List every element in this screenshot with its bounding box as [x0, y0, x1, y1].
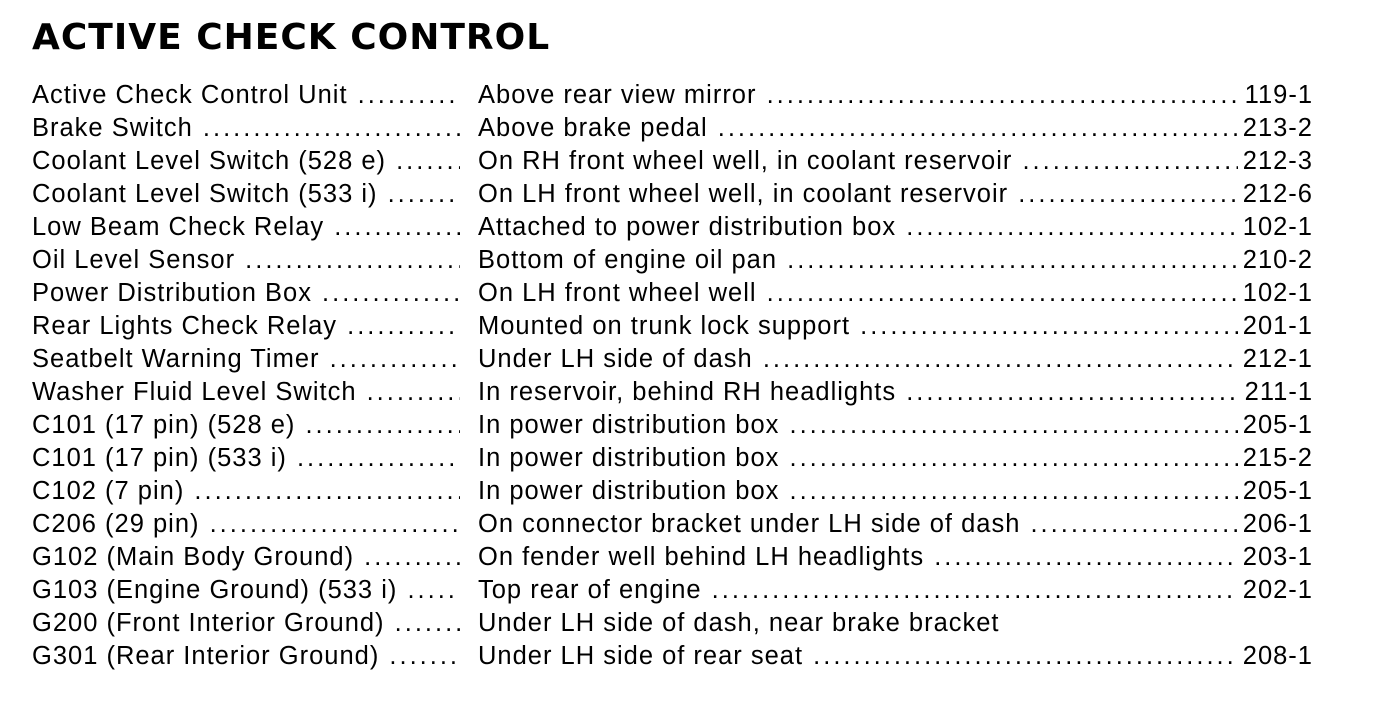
- figure-reference: 205-1: [1242, 477, 1313, 505]
- component-name: C101 (17 pin) (533 i) .....: [32, 442, 460, 475]
- component-name: Low Beam Check Relay .....: [32, 211, 460, 244]
- component-location: On LH front wheel well, in coolant reservoir .....: [478, 178, 1238, 211]
- figure-reference: 102-1: [1242, 279, 1313, 307]
- figure-reference: 201-1: [1242, 312, 1313, 340]
- figure-reference: 212-1: [1242, 345, 1313, 373]
- component-location: Top rear of engine .....: [478, 574, 1238, 607]
- figure-reference: 211-1: [1244, 378, 1313, 406]
- list-item: [32, 145, 1332, 178]
- component-location: In reservoir, behind RH headlights .....: [478, 376, 1238, 409]
- component-name: G102 (Main Body Ground) .....: [32, 541, 460, 574]
- component-locator-list: [32, 79, 1332, 673]
- component-location: Above brake pedal .....: [478, 112, 1238, 145]
- list-item: [32, 442, 1332, 475]
- component-location: Bottom of engine oil pan .....: [478, 244, 1238, 277]
- component-location: On connector bracket under LH side of dash .....: [478, 508, 1238, 541]
- figure-reference: 202-1: [1242, 576, 1313, 604]
- list-item: [32, 277, 1332, 310]
- figure-reference: 206-1: [1242, 510, 1313, 538]
- figure-reference: 203-1: [1242, 543, 1313, 571]
- component-location: On RH front wheel well, in coolant reservoir .....: [478, 145, 1238, 178]
- figure-reference: 213-2: [1242, 114, 1313, 142]
- list-item: [32, 211, 1332, 244]
- list-item: [32, 475, 1332, 508]
- component-name: Coolant Level Switch (528 e) .....: [32, 145, 460, 178]
- list-item: [32, 508, 1332, 541]
- component-location: Attached to power distribution box .....: [478, 211, 1238, 244]
- component-name: Active Check Control Unit .....: [32, 79, 460, 112]
- component-location: In power distribution box .....: [478, 409, 1238, 442]
- component-name: G301 (Rear Interior Ground) .....: [32, 640, 460, 673]
- list-item: [32, 640, 1332, 673]
- component-location: On LH front wheel well .....: [478, 277, 1238, 310]
- list-item: [32, 79, 1332, 112]
- component-name: C206 (29 pin) .....: [32, 508, 460, 541]
- figure-reference: 212-3: [1242, 147, 1313, 175]
- figure-reference: 208-1: [1242, 642, 1313, 670]
- component-location: In power distribution box .....: [478, 442, 1238, 475]
- list-item: [32, 244, 1332, 277]
- page-title: ACTIVE CHECK CONTROL: [32, 17, 551, 58]
- component-name: Brake Switch .....: [32, 112, 460, 145]
- list-item: [32, 310, 1332, 343]
- list-item: [32, 574, 1332, 607]
- component-name: Oil Level Sensor .....: [32, 244, 460, 277]
- component-location: Above rear view mirror .....: [478, 79, 1238, 112]
- figure-reference: 119-1: [1244, 81, 1313, 109]
- figure-reference: 215-2: [1242, 444, 1313, 472]
- component-location: Under LH side of dash, near brake bracket: [478, 609, 1000, 637]
- figure-reference: 212-6: [1242, 180, 1313, 208]
- component-location: Mounted on trunk lock support .....: [478, 310, 1238, 343]
- figure-reference: 102-1: [1242, 213, 1313, 241]
- list-item: [32, 112, 1332, 145]
- list-item: [32, 343, 1332, 376]
- list-item: [32, 178, 1332, 211]
- list-item: [32, 409, 1332, 442]
- component-name: Power Distribution Box .....: [32, 277, 460, 310]
- component-name: G103 (Engine Ground) (533 i) .....: [32, 574, 460, 607]
- component-name: Washer Fluid Level Switch .....: [32, 376, 460, 409]
- component-location: Under LH side of rear seat .....: [478, 640, 1238, 673]
- list-item: [32, 607, 1332, 640]
- component-location: In power distribution box .....: [478, 475, 1238, 508]
- component-name: C102 (7 pin) .....: [32, 475, 460, 508]
- component-name: G200 (Front Interior Ground) .....: [32, 607, 460, 640]
- component-name: Seatbelt Warning Timer .....: [32, 343, 460, 376]
- component-name: C101 (17 pin) (528 e) .....: [32, 409, 460, 442]
- figure-reference: 205-1: [1242, 411, 1313, 439]
- component-name: Coolant Level Switch (533 i) .....: [32, 178, 460, 211]
- component-location: Under LH side of dash .....: [478, 343, 1238, 376]
- figure-reference: 210-2: [1242, 246, 1313, 274]
- component-location: On fender well behind LH headlights .....: [478, 541, 1238, 574]
- component-name: Rear Lights Check Relay .....: [32, 310, 460, 343]
- list-item: [32, 376, 1332, 409]
- list-item: [32, 541, 1332, 574]
